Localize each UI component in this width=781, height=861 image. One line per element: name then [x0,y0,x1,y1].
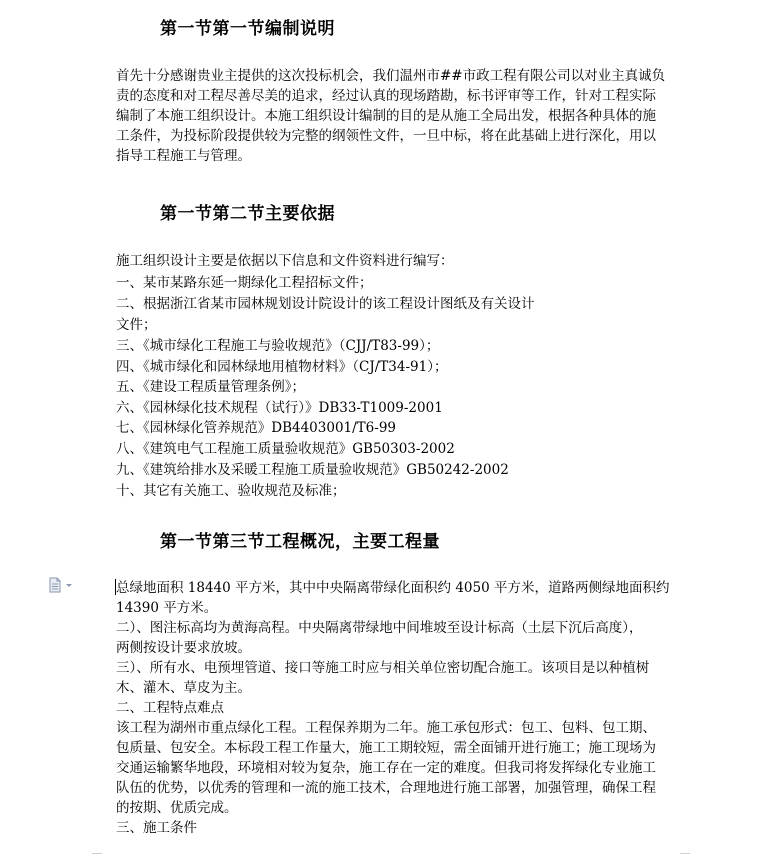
document-icon[interactable] [48,577,76,593]
paragraph-line: 三、施工条件 [116,820,197,836]
margin-mark [92,853,102,854]
list-intro: 施工组织设计主要是依据以下信息和文件资料进行编写： [116,253,454,269]
section1-paragraph [116,66,676,166]
list-item: 八、《建筑电气工程施工质量验收规范》GB50303-2002 [116,441,455,457]
paragraph-line: 二）、图注标高均为黄海高程。中央隔离带绿地中间堆坡至设计标高（土层下沉后高度）， [116,620,643,636]
paragraph-line: 队伍的优势，以优秀的管理和一流的施工技术，合理地进行施工部署，加强管理，确保工程 [116,780,656,796]
section-heading-3: 第一节第三节工程概况，主要工程量 [160,532,440,552]
list-item: 五、《建设工程质量管理条例》； [116,379,305,395]
paragraph-line: 木、灌木、草皮为主。 [116,680,251,696]
paragraph-line: 总绿地面积 18440 平方米，其中中央隔离带绿化面积约 4050 平方米，道路两侧绿地面积约 [116,580,670,596]
list-item: 文件； [116,317,157,333]
paragraph-line: 责的态度和对工程尽善尽美的追求，经过认真的现场踏勘，标书评审等工作，针对工程实际 [116,88,656,104]
paragraph-line: 该工程为湖州市重点绿化工程。工程保养期为二年。施工承包形式：包工、包料、包工期、 [116,720,656,736]
paragraph-line: 首先十分感谢贵业主提供的这次投标机会，我们温州市##市政工程有限公司以对业主真诚负 [116,68,666,84]
list-item: 二、根据浙江省某市园林规划设计院设计的该工程设计图纸及有关设计 [116,296,535,312]
list-item: 三、《城市绿化工程施工与验收规范》（CJJ/T83-99）； [116,338,440,354]
list-item: 七、《园林绿化管养规范》DB4403001/T6-99 [116,420,396,436]
list-item: 十、其它有关施工、验收规范及标准； [116,483,346,499]
paragraph-line: 包质量、包安全。本标段工程工作量大，施工工期较短，需全面铺开进行施工；施工现场为 [116,740,656,756]
list-item: 四、《城市绿化和园林绿地用植物材料》（CJ/T34-91）； [116,359,448,375]
paragraph-line: 两侧按设计要求放坡。 [116,640,251,656]
paragraph-line: 二、工程特点难点 [116,700,224,716]
margin-mark [680,853,690,854]
paragraph-line: 的按期、优质完成。 [116,800,238,816]
paragraph-line: 编制了本施工组织设计。本施工组织设计编制的目的是从施工全局出发，根据各种具体的施 [116,108,656,124]
paragraph-line: 指导工程施工与管理。 [116,148,251,164]
section-heading-1: 第一节第一节编制说明 [160,19,335,39]
section-heading-2: 第一节第二节主要依据 [160,204,335,224]
paragraph-line: 交通运输繁华地段，环境相对较为复杂，施工存在一定的难度。但我司将发挥绿化专业施工 [116,760,656,776]
list-item: 九、《建筑给排水及采暖工程施工质量验收规范》GB50242-2002 [116,462,509,478]
list-item: 六、《园林绿化技术规程（试行）》DB33-T1009-2001 [116,400,443,416]
paragraph-line: 三）、所有水、电预埋管道、接口等施工时应与相关单位密切配合施工。该项目是以种植树 [116,660,650,676]
paragraph-line: 14390 平方米。 [116,600,218,616]
section3-paragraph [116,578,676,838]
paragraph-line: 工条件，为投标阶段提供较为完整的纲领性文件，一旦中标，将在此基础上进行深化，用以 [116,128,656,144]
list-item: 一、某市某路东延一期绿化工程招标文件； [116,275,373,291]
